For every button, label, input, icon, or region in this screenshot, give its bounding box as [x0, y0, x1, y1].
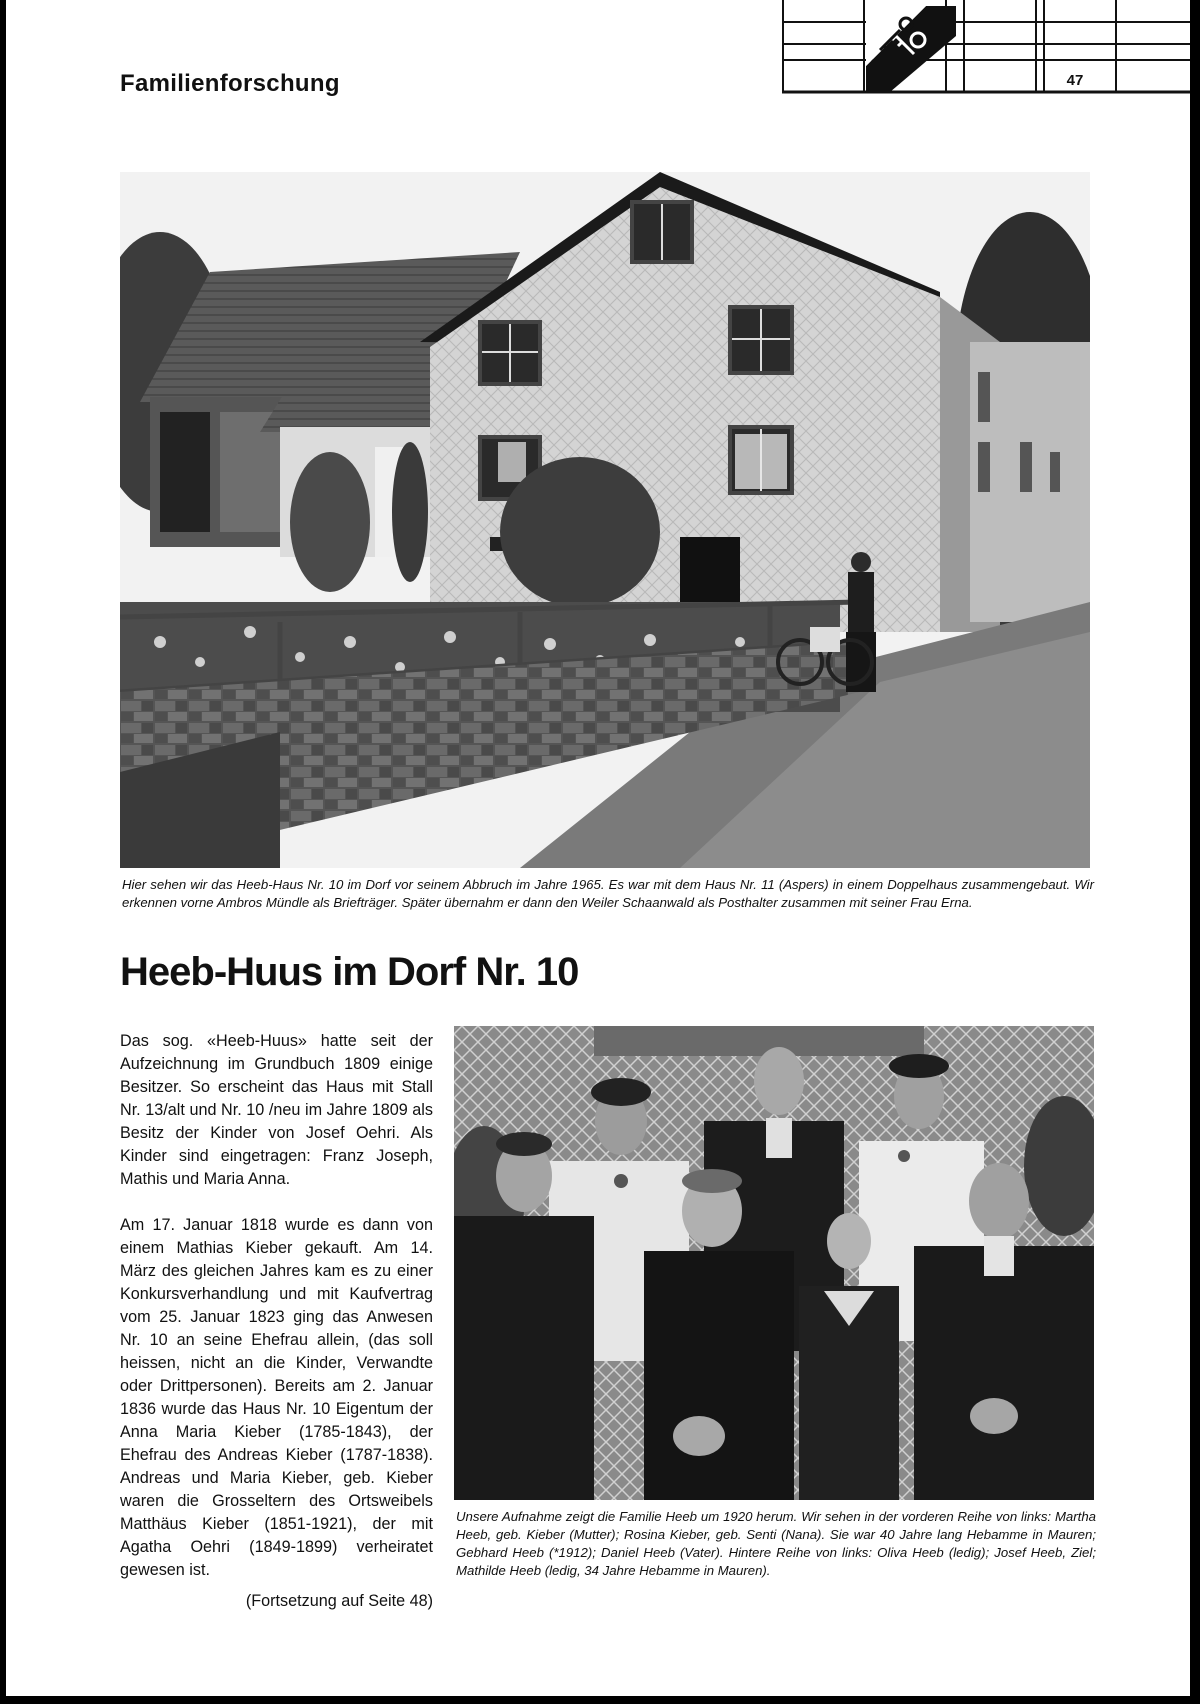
house-photo-caption: Hier sehen wir das Heeb-Haus Nr. 10 im Dorf vor seinem Abbruch im Jahre 1965. Es war mit dem Haus Nr. 11 (Aspers) in einem Doppelhaus zusammengebaut. Wir erkennen vorne Ambros Mündle als Briefträger. Später übernahm er dann den Weiler Schaanwald als Posthalter zusammen mit seiner Frau Erna.: [122, 877, 1094, 910]
house-photo: [120, 172, 1090, 868]
section-title: Familienforschung: [120, 70, 340, 97]
article-headline: Heeb-Huus im Dorf Nr. 10: [120, 950, 579, 994]
family-photo-image: [454, 1026, 1094, 1500]
header-grid-lines: [782, 0, 1190, 94]
article-paragraph: Das sog. «Heeb-Huus» hatte seit der Aufzeichnung im Grundbuch 1809 einige Besitzer. So erscheint das Haus mit Stall Nr. 13/alt und Nr. 10 /neu im Jahre 1809 als Besitz der Kinder von Josef Oehri. Als Kinder sind eingetragen: Franz Joseph, Mathis und Maria Anna.: [120, 1032, 433, 1188]
page-number: 47: [1066, 72, 1084, 89]
article-body: [120, 1030, 433, 1613]
house-photo-image: [120, 172, 1090, 868]
article-paragraph: Am 17. Januar 1818 wurde es dann von einem Mathias Kieber gekauft. Am 14. März des gleichen Jahres kam es zu einer Konkursverhandlung und mit Kaufvertrag vom 25. Januar 1823 ging das Anwesen Nr. 10 an seine Ehefrau allein, (das soll heissen, nicht an die Kinder, Verwandte oder Drittpersonen). Bereits am 2. Januar 1836 wurde das Haus Nr. 10 Eigentum der Anna Maria Kieber (1785-1843), der Ehefrau des Andreas Kieber (1787-1838). Andreas und Maria Kieber, geb. Kieber waren die Grosseltern des Ortsweibels Matthäus Kieber (1851-1921), der mit Agatha Oehri (1849-1899) verheiratet gewesen ist.: [120, 1216, 433, 1579]
magazine-page: [6, 0, 1190, 1696]
family-photo: [454, 1026, 1094, 1500]
header-grid: [782, 0, 1190, 94]
crossed-keys-icon: [866, 6, 956, 92]
continuation-note: (Fortsetzung auf Seite 48): [245, 1592, 433, 1610]
family-photo-caption: Unsere Aufnahme zeigt die Familie Heeb um 1920 herum. Wir sehen in der vorderen Reihe von links: Martha Heeb, geb. Kieber (Mutter); Rosina Kieber, geb. Senti (Nana). Sie war 40 Jahre lang Hebamme in Mauren; Gebhard Heeb (*1912); Daniel Heeb (Vater). Hintere Reihe von links: Oliva Heeb (ledig); Josef Heeb, Ziel; Mathilde Heeb (ledig, 34 Jahre Hebamme in Mauren).: [456, 1509, 1096, 1578]
